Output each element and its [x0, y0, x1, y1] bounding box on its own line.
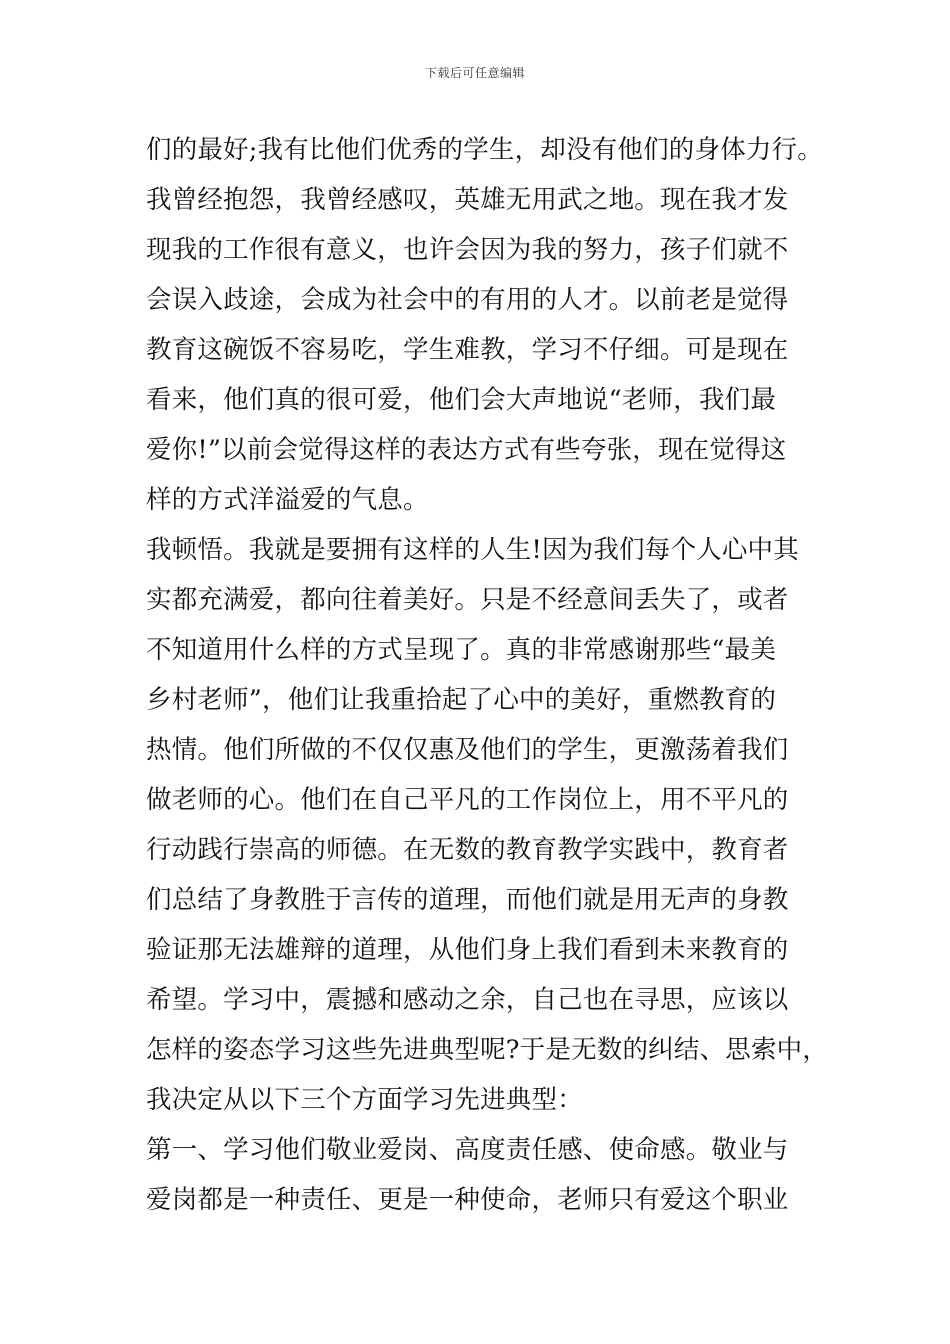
text-line: 爱你!”以前会觉得这样的表达方式有些夸张，现在觉得这 — [146, 435, 787, 465]
text-line: 们总结了身教胜于言传的道理，而他们就是用无声的身教 — [146, 885, 789, 915]
text-line: 希望。学习中，震撼和感动之余，自己也在寻思，应该以 — [146, 985, 789, 1015]
text-line: 怎样的姿态学习这些先进典型呢?于是无数的纠结、思索中， — [146, 1035, 829, 1065]
text-line: 样的方式洋溢爱的气息。 — [146, 485, 429, 515]
text-line: 我决定从以下三个方面学习先进典型： — [146, 1085, 583, 1115]
text-line: 第一、学习他们敬业爱岗、高度责任感、使命感。敬业与 — [146, 1135, 789, 1165]
text-line: 做老师的心。他们在自己平凡的工作岗位上，用不平凡的 — [146, 785, 789, 815]
text-line: 行动践行崇高的师德。在无数的教育教学实践中，教育者 — [146, 835, 789, 865]
text-line: 教育这碗饭不容易吃，学生难教，学习不仔细。可是现在 — [146, 335, 789, 365]
text-line: 看来，他们真的很可爱，他们会大声地说“老师，我们最 — [146, 385, 777, 415]
text-line: 我曾经抱怨，我曾经感叹，英雄无用武之地。现在我才发 — [146, 185, 789, 215]
page-header: 下载后可任意编辑 — [424, 66, 525, 80]
text-line: 们的最好;我有比他们优秀的学生，却没有他们的身体力行。 — [146, 135, 823, 165]
body-text — [146, 125, 829, 1225]
text-line: 验证那无法雄辩的道理，从他们身上我们看到未来教育的 — [146, 935, 789, 965]
text-line: 不知道用什么样的方式呈现了。真的非常感谢那些“最美 — [146, 635, 777, 665]
text-line: 热情。他们所做的不仅仅惠及他们的学生，更激荡着我们 — [146, 735, 789, 765]
text-line: 我顿悟。我就是要拥有这样的人生!因为我们每个人心中其 — [146, 535, 799, 565]
text-line: 现我的工作很有意义，也许会因为我的努力，孩子们就不 — [146, 235, 789, 265]
text-line: 实都充满爱，都向往着美好。只是不经意间丢失了，或者 — [146, 585, 789, 615]
text-line: 爱岗都是一种责任、更是一种使命，老师只有爱这个职业 — [146, 1185, 789, 1215]
text-line: 乡村老师”，他们让我重拾起了心中的美好，重燃教育的 — [146, 685, 777, 715]
text-line: 会误入歧途，会成为社会中的有用的人才。以前老是觉得 — [146, 285, 789, 315]
